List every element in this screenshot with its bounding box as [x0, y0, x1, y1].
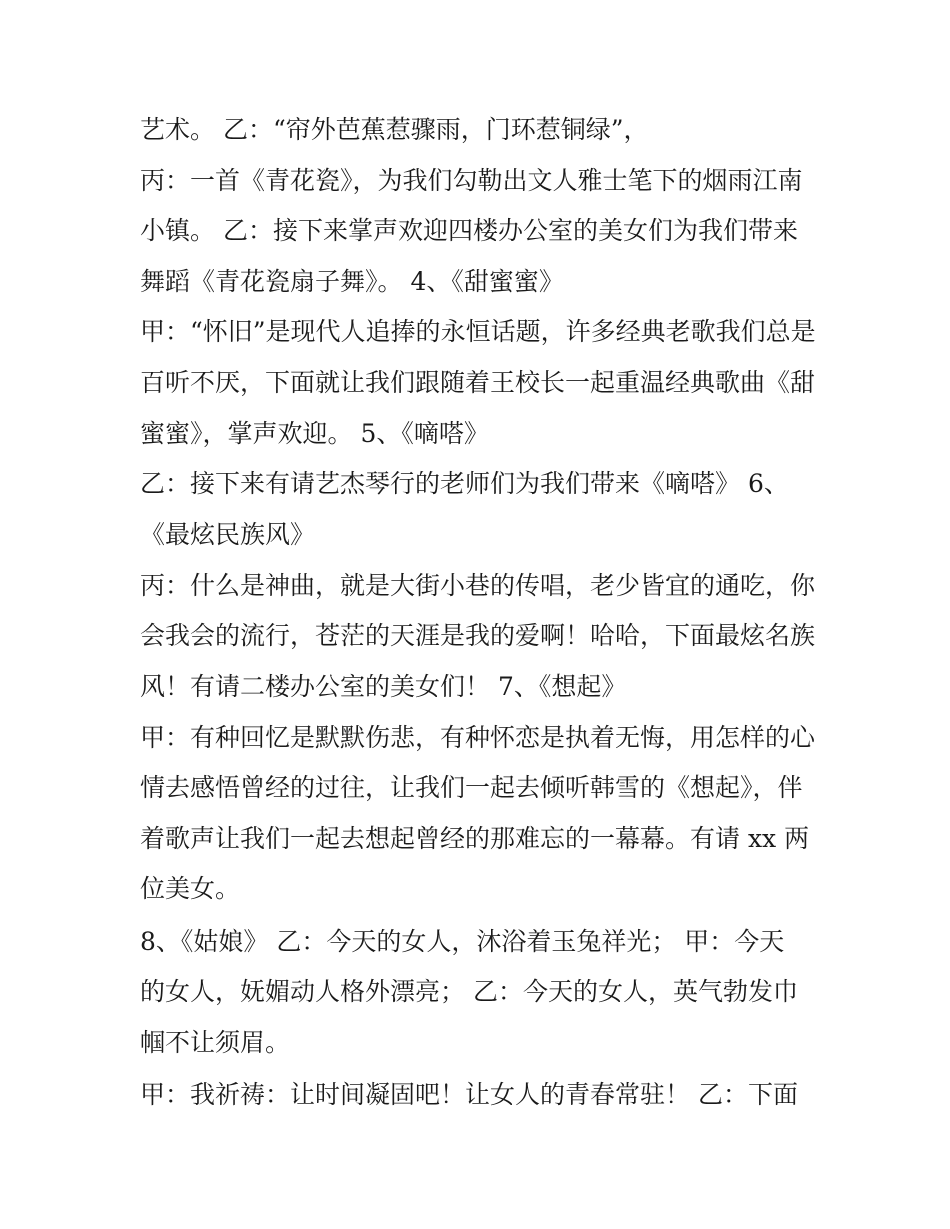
text-line: 小镇。 乙：接下来掌声欢迎四楼办公室的美女们为我们带来 — [140, 216, 798, 245]
text-line: 百听不厌，下面就让我们跟随着王校长一起重温经典歌曲《甜 — [140, 368, 816, 397]
text-line: 丙：什么是神曲，就是大街小巷的传唱，老少皆宜的通吃，你 — [140, 571, 816, 600]
text-line: 帼不让须眉。 — [140, 1028, 291, 1057]
text-line: 艺术。 乙：“帘外芭蕉惹骤雨，门环惹铜绿”， — [140, 115, 649, 144]
text-line: 会我会的流行，苍茫的天涯是我的爱啊！哈哈，下面最炫名族 — [140, 621, 816, 650]
text-line: 8、《姑娘》 乙：今天的女人，沐浴着玉兔祥光； 甲：今天 — [140, 927, 785, 956]
text-line: 舞蹈《青花瓷扇子舞》。 4、《甜蜜蜜》 — [140, 267, 564, 296]
text-line: 甲：我祈祷：让时间凝固吧！让女人的青春常驻！ 乙：下面 — [140, 1080, 798, 1109]
text-line: 位美女。 — [140, 874, 241, 903]
text-line: 情去感悟曾经的过往，让我们一起去倾听韩雪的《想起》，伴 — [140, 773, 803, 802]
text-line: 风！有请二楼办公室的美女们！ 7、《想起》 — [140, 672, 627, 701]
text-line: 着歌声让我们一起去想起曾经的那难忘的一幕幕。有请 xx 两 — [140, 824, 810, 853]
text-line: 乙：接下来有请艺杰琴行的老师们为我们带来《嘀嗒》 6、 — [140, 469, 789, 498]
text-line: 蜜蜜》，掌声欢迎。 5、《嘀嗒》 — [140, 419, 489, 448]
text-line: 甲：有种回忆是默默伤悲，有种怀恋是执着无悔，用怎样的心 — [140, 723, 816, 752]
text-line: 的女人，妩媚动人格外漂亮； 乙：今天的女人，英气勃发巾 — [140, 977, 798, 1006]
text-line: 《最炫民族风》 — [140, 520, 316, 549]
text-line: 丙：一首《青花瓷》，为我们勾勒出文人雅士笔下的烟雨江南 — [140, 166, 803, 195]
text-line: 甲：“怀旧”是现代人追捧的永恒话题，许多经典老歌我们总是 — [140, 317, 816, 346]
